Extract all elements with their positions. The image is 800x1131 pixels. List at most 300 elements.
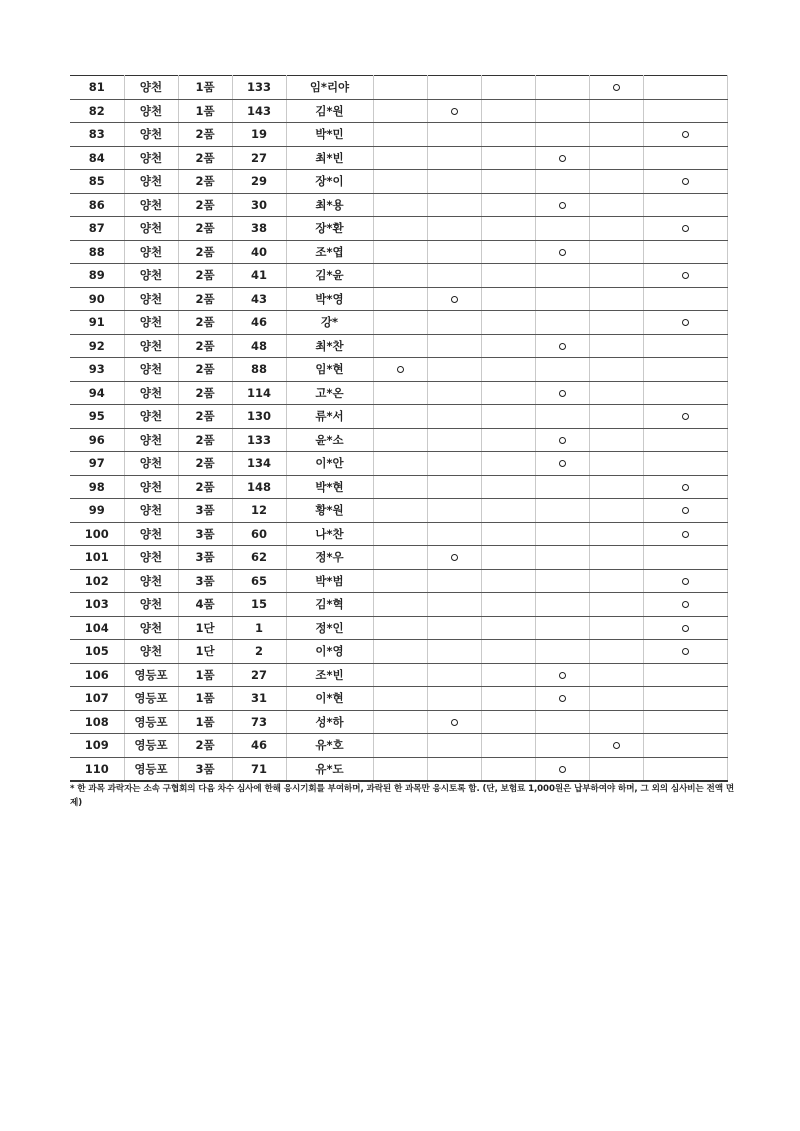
- check-cell: [535, 499, 589, 523]
- check-cell: [427, 757, 481, 781]
- table-row: [70, 146, 727, 170]
- check-cell: [643, 687, 727, 711]
- grade-cell: 2품: [178, 381, 232, 405]
- grade-cell: 2품: [178, 334, 232, 358]
- grade-cell: 2품: [178, 123, 232, 147]
- row-number: 106: [70, 663, 124, 687]
- check-cell: [373, 264, 427, 288]
- check-cell: [427, 334, 481, 358]
- circle-mark-icon: [682, 531, 689, 538]
- check-cell: [643, 358, 727, 382]
- region-cell: 양천: [124, 287, 178, 311]
- grade-cell: 2품: [178, 428, 232, 452]
- check-cell: [373, 76, 427, 100]
- check-cell: [643, 640, 727, 664]
- name-cell: 유*호: [286, 734, 373, 758]
- check-cell: [427, 475, 481, 499]
- grade-cell: 2품: [178, 475, 232, 499]
- check-cell: [373, 710, 427, 734]
- region-cell: 영등포: [124, 710, 178, 734]
- region-cell: 영등포: [124, 734, 178, 758]
- check-cell: [535, 522, 589, 546]
- check-cell: [481, 734, 535, 758]
- name-cell: 박*범: [286, 569, 373, 593]
- check-cell: [535, 311, 589, 335]
- circle-mark-icon: [559, 437, 566, 444]
- exam-number-cell: 46: [232, 734, 286, 758]
- check-cell: [427, 428, 481, 452]
- check-cell: [589, 757, 643, 781]
- check-cell: [373, 405, 427, 429]
- check-cell: [481, 334, 535, 358]
- exam-number-cell: 114: [232, 381, 286, 405]
- check-cell: [643, 452, 727, 476]
- exam-number-cell: 148: [232, 475, 286, 499]
- exam-number-cell: 130: [232, 405, 286, 429]
- exam-number-cell: 29: [232, 170, 286, 194]
- name-cell: 이*영: [286, 640, 373, 664]
- circle-mark-icon: [682, 225, 689, 232]
- check-cell: [481, 757, 535, 781]
- grade-cell: 2품: [178, 264, 232, 288]
- grade-cell: 3품: [178, 757, 232, 781]
- exam-number-cell: 73: [232, 710, 286, 734]
- table-row: [70, 76, 727, 100]
- table-row: [70, 405, 727, 429]
- row-number: 108: [70, 710, 124, 734]
- name-cell: 강*: [286, 311, 373, 335]
- check-cell: [427, 546, 481, 570]
- check-cell: [643, 193, 727, 217]
- name-cell: 박*영: [286, 287, 373, 311]
- table-row: [70, 428, 727, 452]
- region-cell: 양천: [124, 593, 178, 617]
- check-cell: [427, 240, 481, 264]
- region-cell: 양천: [124, 569, 178, 593]
- check-cell: [427, 287, 481, 311]
- check-cell: [427, 593, 481, 617]
- circle-mark-icon: [559, 460, 566, 467]
- check-cell: [589, 358, 643, 382]
- name-cell: 나*찬: [286, 522, 373, 546]
- name-cell: 류*서: [286, 405, 373, 429]
- name-cell: 장*환: [286, 217, 373, 241]
- check-cell: [373, 146, 427, 170]
- exam-number-cell: 65: [232, 569, 286, 593]
- check-cell: [535, 616, 589, 640]
- name-cell: 최*용: [286, 193, 373, 217]
- check-cell: [481, 569, 535, 593]
- exam-number-cell: 88: [232, 358, 286, 382]
- name-cell: 임*리야: [286, 76, 373, 100]
- row-number: 109: [70, 734, 124, 758]
- circle-mark-icon: [559, 343, 566, 350]
- check-cell: [535, 734, 589, 758]
- check-cell: [589, 170, 643, 194]
- check-cell: [535, 170, 589, 194]
- grade-cell: 1품: [178, 99, 232, 123]
- exam-number-cell: 30: [232, 193, 286, 217]
- check-cell: [589, 475, 643, 499]
- check-cell: [643, 569, 727, 593]
- region-cell: 양천: [124, 193, 178, 217]
- circle-mark-icon: [397, 366, 404, 373]
- check-cell: [589, 287, 643, 311]
- grade-cell: 2품: [178, 358, 232, 382]
- check-cell: [589, 311, 643, 335]
- check-cell: [427, 687, 481, 711]
- check-cell: [481, 499, 535, 523]
- check-cell: [643, 311, 727, 335]
- circle-mark-icon: [682, 507, 689, 514]
- region-cell: 양천: [124, 170, 178, 194]
- grade-cell: 2품: [178, 734, 232, 758]
- check-cell: [643, 663, 727, 687]
- grade-cell: 2품: [178, 146, 232, 170]
- check-cell: [481, 452, 535, 476]
- region-cell: 양천: [124, 428, 178, 452]
- circle-mark-icon: [559, 155, 566, 162]
- check-cell: [589, 428, 643, 452]
- check-cell: [373, 381, 427, 405]
- check-cell: [373, 593, 427, 617]
- check-cell: [535, 757, 589, 781]
- exam-number-cell: 46: [232, 311, 286, 335]
- table-row: [70, 499, 727, 523]
- table-row: [70, 687, 727, 711]
- circle-mark-icon: [451, 719, 458, 726]
- check-cell: [481, 76, 535, 100]
- check-cell: [643, 475, 727, 499]
- check-cell: [643, 99, 727, 123]
- name-cell: 조*엽: [286, 240, 373, 264]
- check-cell: [373, 569, 427, 593]
- circle-mark-icon: [559, 390, 566, 397]
- check-cell: [373, 499, 427, 523]
- check-cell: [535, 76, 589, 100]
- check-cell: [589, 452, 643, 476]
- table-row: [70, 546, 727, 570]
- circle-mark-icon: [559, 695, 566, 702]
- exam-number-cell: 62: [232, 546, 286, 570]
- check-cell: [481, 358, 535, 382]
- region-cell: 양천: [124, 452, 178, 476]
- region-cell: 양천: [124, 522, 178, 546]
- circle-mark-icon: [451, 108, 458, 115]
- check-cell: [643, 287, 727, 311]
- row-number: 92: [70, 334, 124, 358]
- grade-cell: 2품: [178, 193, 232, 217]
- row-number: 100: [70, 522, 124, 546]
- grade-cell: 2품: [178, 217, 232, 241]
- check-cell: [535, 381, 589, 405]
- row-number: 105: [70, 640, 124, 664]
- region-cell: 영등포: [124, 757, 178, 781]
- check-cell: [481, 640, 535, 664]
- check-cell: [481, 546, 535, 570]
- check-cell: [535, 475, 589, 499]
- check-cell: [643, 381, 727, 405]
- exam-number-cell: 19: [232, 123, 286, 147]
- check-cell: [535, 146, 589, 170]
- table-row: [70, 381, 727, 405]
- check-cell: [643, 499, 727, 523]
- row-number: 93: [70, 358, 124, 382]
- exam-number-cell: 27: [232, 146, 286, 170]
- check-cell: [481, 264, 535, 288]
- check-cell: [427, 381, 481, 405]
- name-cell: 최*찬: [286, 334, 373, 358]
- table-row: [70, 757, 727, 781]
- row-number: 103: [70, 593, 124, 617]
- check-cell: [427, 452, 481, 476]
- check-cell: [373, 475, 427, 499]
- name-cell: 정*우: [286, 546, 373, 570]
- check-cell: [373, 334, 427, 358]
- grade-cell: 3품: [178, 522, 232, 546]
- check-cell: [481, 710, 535, 734]
- circle-mark-icon: [559, 672, 566, 679]
- region-cell: 양천: [124, 405, 178, 429]
- region-cell: 양천: [124, 358, 178, 382]
- table-row: [70, 475, 727, 499]
- check-cell: [373, 170, 427, 194]
- circle-mark-icon: [559, 202, 566, 209]
- circle-mark-icon: [682, 272, 689, 279]
- check-cell: [589, 546, 643, 570]
- check-cell: [427, 311, 481, 335]
- table-row: [70, 217, 727, 241]
- check-cell: [535, 710, 589, 734]
- region-cell: 양천: [124, 311, 178, 335]
- check-cell: [589, 499, 643, 523]
- exam-number-cell: 38: [232, 217, 286, 241]
- table-row: [70, 99, 727, 123]
- exam-number-cell: 40: [232, 240, 286, 264]
- region-cell: 양천: [124, 616, 178, 640]
- row-number: 89: [70, 264, 124, 288]
- exam-number-cell: 43: [232, 287, 286, 311]
- exam-number-cell: 31: [232, 687, 286, 711]
- circle-mark-icon: [682, 319, 689, 326]
- name-cell: 이*현: [286, 687, 373, 711]
- check-cell: [373, 193, 427, 217]
- exam-number-cell: 2: [232, 640, 286, 664]
- check-cell: [643, 217, 727, 241]
- check-cell: [589, 381, 643, 405]
- check-cell: [643, 757, 727, 781]
- check-cell: [643, 170, 727, 194]
- check-cell: [643, 146, 727, 170]
- circle-mark-icon: [682, 131, 689, 138]
- check-cell: [481, 123, 535, 147]
- table-row: [70, 452, 727, 476]
- table-row: [70, 311, 727, 335]
- check-cell: [427, 405, 481, 429]
- check-cell: [535, 123, 589, 147]
- table-row: [70, 616, 727, 640]
- check-cell: [373, 640, 427, 664]
- check-cell: [535, 334, 589, 358]
- check-cell: [589, 569, 643, 593]
- check-cell: [373, 287, 427, 311]
- table-row: [70, 264, 727, 288]
- exam-number-cell: 133: [232, 76, 286, 100]
- grade-cell: 1품: [178, 76, 232, 100]
- check-cell: [481, 99, 535, 123]
- circle-mark-icon: [559, 766, 566, 773]
- check-cell: [373, 123, 427, 147]
- table-row: [70, 193, 727, 217]
- row-number: 101: [70, 546, 124, 570]
- check-cell: [373, 687, 427, 711]
- region-cell: 양천: [124, 546, 178, 570]
- region-cell: 양천: [124, 264, 178, 288]
- check-cell: [481, 593, 535, 617]
- row-number: 97: [70, 452, 124, 476]
- check-cell: [589, 522, 643, 546]
- check-cell: [373, 428, 427, 452]
- check-cell: [535, 663, 589, 687]
- check-cell: [589, 663, 643, 687]
- check-cell: [373, 734, 427, 758]
- row-number: 86: [70, 193, 124, 217]
- name-cell: 최*빈: [286, 146, 373, 170]
- circle-mark-icon: [682, 601, 689, 608]
- check-cell: [481, 217, 535, 241]
- name-cell: 박*민: [286, 123, 373, 147]
- check-cell: [589, 640, 643, 664]
- row-number: 90: [70, 287, 124, 311]
- check-cell: [481, 381, 535, 405]
- name-cell: 윤*소: [286, 428, 373, 452]
- region-cell: 양천: [124, 146, 178, 170]
- check-cell: [589, 593, 643, 617]
- region-cell: 양천: [124, 123, 178, 147]
- region-cell: 양천: [124, 76, 178, 100]
- check-cell: [643, 264, 727, 288]
- check-cell: [427, 734, 481, 758]
- check-cell: [427, 146, 481, 170]
- row-number: 95: [70, 405, 124, 429]
- check-cell: [427, 123, 481, 147]
- row-number: 94: [70, 381, 124, 405]
- check-cell: [481, 311, 535, 335]
- check-cell: [535, 428, 589, 452]
- check-cell: [481, 193, 535, 217]
- region-cell: 양천: [124, 217, 178, 241]
- check-cell: [427, 710, 481, 734]
- exam-number-cell: 48: [232, 334, 286, 358]
- grade-cell: 2품: [178, 240, 232, 264]
- check-cell: [643, 616, 727, 640]
- check-cell: [427, 569, 481, 593]
- name-cell: 김*원: [286, 99, 373, 123]
- check-cell: [643, 428, 727, 452]
- name-cell: 장*이: [286, 170, 373, 194]
- circle-mark-icon: [451, 554, 458, 561]
- circle-mark-icon: [682, 178, 689, 185]
- check-cell: [535, 358, 589, 382]
- check-cell: [481, 475, 535, 499]
- exam-number-cell: 1: [232, 616, 286, 640]
- check-cell: [643, 123, 727, 147]
- check-cell: [643, 240, 727, 264]
- check-cell: [373, 240, 427, 264]
- exam-number-cell: 15: [232, 593, 286, 617]
- check-cell: [481, 287, 535, 311]
- grade-cell: 1품: [178, 687, 232, 711]
- check-cell: [535, 287, 589, 311]
- circle-mark-icon: [682, 413, 689, 420]
- check-cell: [643, 76, 727, 100]
- grade-cell: 2품: [178, 405, 232, 429]
- check-cell: [589, 264, 643, 288]
- check-cell: [589, 734, 643, 758]
- check-cell: [535, 99, 589, 123]
- check-cell: [589, 240, 643, 264]
- check-cell: [535, 240, 589, 264]
- region-cell: 영등포: [124, 687, 178, 711]
- check-cell: [427, 616, 481, 640]
- name-cell: 황*원: [286, 499, 373, 523]
- table-row: [70, 334, 727, 358]
- table-row: [70, 710, 727, 734]
- row-number: 91: [70, 311, 124, 335]
- row-number: 85: [70, 170, 124, 194]
- results-table-body: [70, 76, 727, 782]
- check-cell: [589, 710, 643, 734]
- exam-number-cell: 133: [232, 428, 286, 452]
- grade-cell: 4품: [178, 593, 232, 617]
- table-row: [70, 522, 727, 546]
- circle-mark-icon: [682, 484, 689, 491]
- exam-number-cell: 41: [232, 264, 286, 288]
- check-cell: [373, 99, 427, 123]
- check-cell: [481, 240, 535, 264]
- check-cell: [427, 99, 481, 123]
- grade-cell: 1단: [178, 616, 232, 640]
- check-cell: [589, 687, 643, 711]
- grade-cell: 2품: [178, 311, 232, 335]
- circle-mark-icon: [682, 625, 689, 632]
- check-cell: [535, 569, 589, 593]
- check-cell: [643, 593, 727, 617]
- check-cell: [373, 663, 427, 687]
- check-cell: [427, 264, 481, 288]
- check-cell: [643, 522, 727, 546]
- row-number: 88: [70, 240, 124, 264]
- row-number: 83: [70, 123, 124, 147]
- region-cell: 양천: [124, 334, 178, 358]
- check-cell: [589, 405, 643, 429]
- table-row: [70, 569, 727, 593]
- grade-cell: 3품: [178, 499, 232, 523]
- check-cell: [481, 687, 535, 711]
- check-cell: [373, 452, 427, 476]
- region-cell: 영등포: [124, 663, 178, 687]
- row-number: 87: [70, 217, 124, 241]
- check-cell: [427, 76, 481, 100]
- table-row: [70, 593, 727, 617]
- check-cell: [481, 405, 535, 429]
- exam-number-cell: 60: [232, 522, 286, 546]
- check-cell: [481, 146, 535, 170]
- check-cell: [427, 663, 481, 687]
- check-cell: [481, 616, 535, 640]
- row-number: 81: [70, 76, 124, 100]
- check-cell: [427, 499, 481, 523]
